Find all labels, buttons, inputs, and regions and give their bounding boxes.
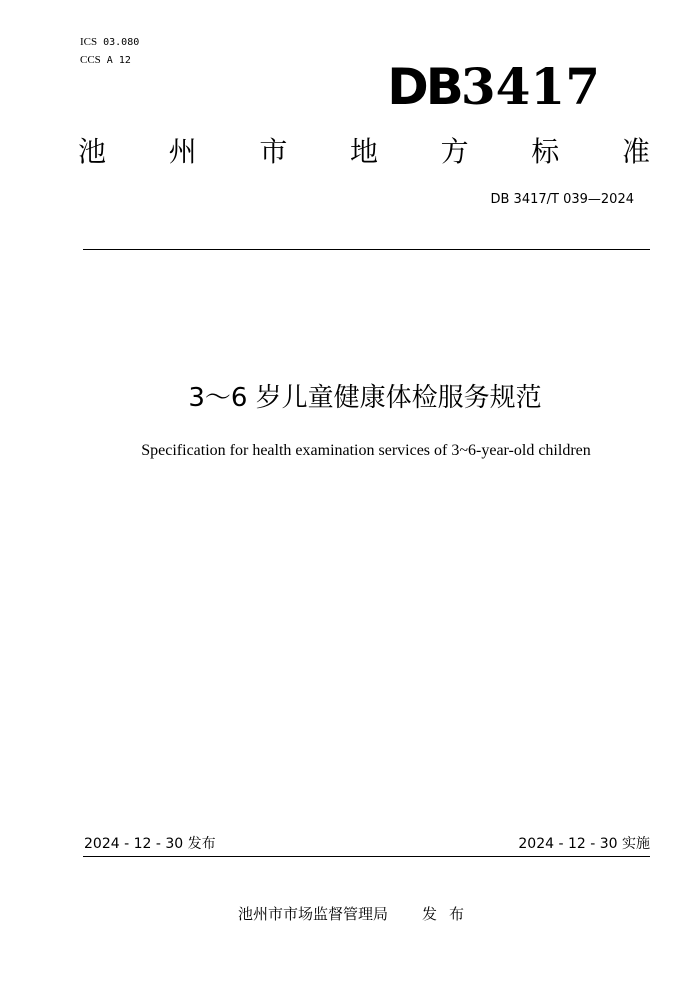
standard-number: DB 3417/T 039—2024: [490, 192, 634, 207]
issue-date: 2024 - 12 - 30 发布: [84, 836, 216, 852]
document-title-cn: 3～6 岁儿童健康体检服务规范: [188, 383, 542, 413]
standard-type-char: 市: [259, 135, 288, 168]
ccs-code: [80, 53, 131, 68]
ccs-value: A 12: [106, 55, 131, 66]
bottom-divider: [83, 856, 650, 857]
implementation-date: 2024 - 12 - 30 实施: [518, 836, 650, 852]
publisher-name: 池州市市场监督管理局: [238, 905, 389, 923]
document-title-en: Specification for health examination services of 3~6-year-old children: [141, 442, 591, 459]
standard-type-char: 标: [531, 135, 560, 168]
ics-value: 03.080: [103, 37, 140, 48]
standard-type-char: 地: [349, 135, 378, 168]
top-divider: [83, 249, 650, 250]
standard-type-char: 准: [621, 135, 650, 168]
ics-code: [80, 35, 139, 50]
ccs-label: CCS: [80, 54, 101, 66]
ics-label: ICS: [80, 36, 98, 48]
standard-type-char: 方: [440, 135, 469, 168]
publisher-action: 发布: [422, 905, 477, 923]
db-logo-prefix: DB: [387, 58, 461, 116]
standard-type-char: 池: [78, 135, 107, 168]
db-logo: [387, 56, 600, 118]
standard-type-char: 州: [168, 135, 197, 168]
standard-type-heading: [78, 132, 650, 172]
publisher: [238, 903, 476, 925]
db-logo-number: 3417: [460, 57, 600, 116]
